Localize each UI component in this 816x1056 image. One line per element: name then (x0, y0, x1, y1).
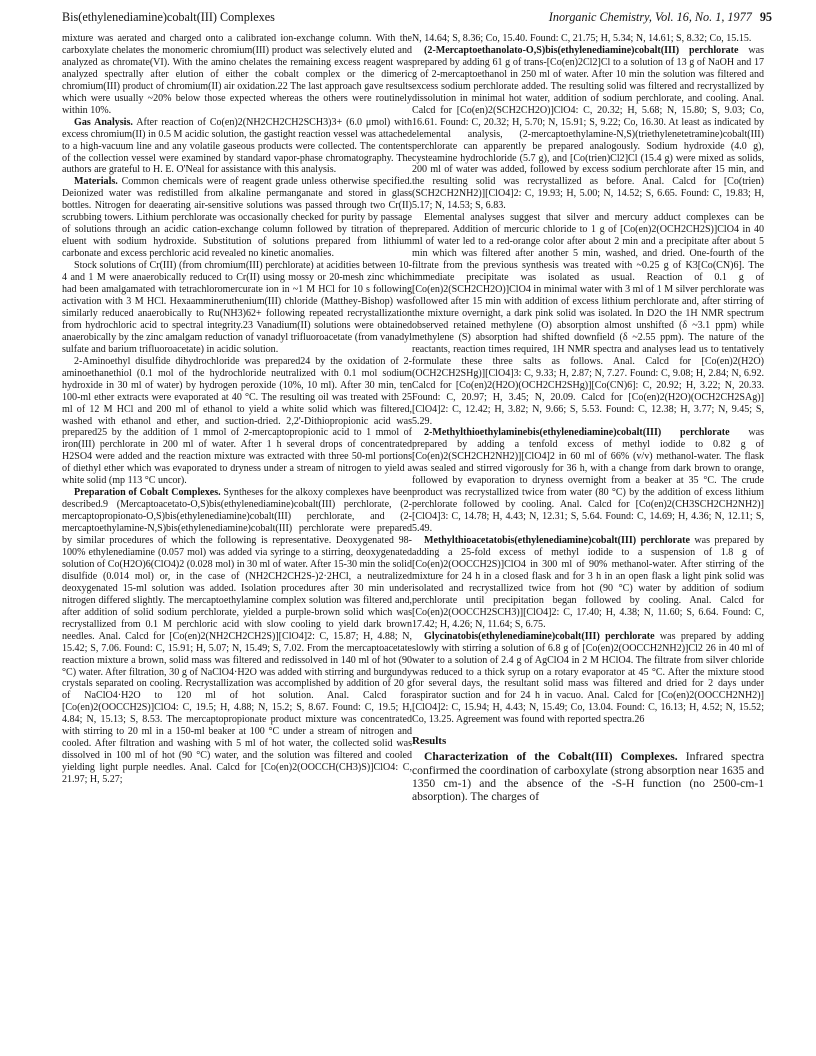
paragraph (412, 33, 764, 45)
paragraph-text: Syntheses for the alkoxy complexes have been described.9 (Mercaptoacetato-O,S)bis(ethylenediamine)cobalt(III) perchlorate, (2-mercaptopropionato-O,S)bis(ethylenediamine)cobalt(III) perchlorate, and (2-mercaptoethylamine-N,S)bis(ethylenediamine)cobalt(III) perchlorate were prepared by similar procedures of which the following is representative. Deoxygenated 98-100% ethylenediamine (0.057 mol) was added via syringe to a stirring, deoxygenated solution of Co(H2O)6(ClO4)2 (0.028 mol) in 30 ml of water. After 15-30 min the solid disulfide (0.014 mol) or, in the case of (NH2CH2CH2S-)2·2HCl, a neutralized deoxygenated 15-ml solution was added. Isolation procedures after 30 min under nitrogen differed slightly. The mercaptoethylamine complex solution was filtered and, after addition of solid sodium perchlorate, yielded a purple-brown solid which was recrystallized from 0.1 M perchloric acid with slow cooling to yield dark brown needles. Anal. Calcd for [Co(en)2(NH2CH2CH2S)][ClO4]2: C, 15.87; H, 4.88; N, 15.42; S, 7.06. Found: C, 15.91; H, 5.07; N, 15.49; S, 7.02. From the mercaptoacetate reaction mixture a brown, solid mass was filtered and redissolved in 140 ml of hot (90 °C) water. After filtration, 30 g of NaClO4·H2O was added with stirring and burgundy crystals separated on cooling. Recrystallization was accomplished by addition of 20 g of NaClO4·H2O to 120 ml of hot solution. Anal. Calcd for [Co(en)2(OOCCH2S)]ClO4: C, 19.5; H, 4.88; N, 15.2; S, 8.67. Found: C, 19.5; H, 4.84; N, 15.13; S, 8.53. The mercaptopropionate product mixture was concentrated with stirring to 20 ml in a 150-ml beaker at 100 °C under a stream of nitrogen and cooled. After filtration and washing with 5 ml of hot water, the collected solid was dissolved in 100 ml of hot (90 °C) water, and the solution was filtered and cooled yielding light purple needles. Anal. Calcd for [Co(en)2(OOCCH(CH3)S)]ClO4: C, 21.97; H, 5.27; (62, 487, 412, 786)
paragraph-text: mixture was aerated and charged onto a calibrated ion-exchange column. With the carboxylate chelates the monomeric chromium(III) product was selectively eluted and analyzed as chromate(VI). With the amino chelates the remaining excess reagent was analyzed spectrally after elution of either the cobalt complex or the dimeric chromium(III) product of chromium(II) air oxidation.22 The last approach gave results which were usually ~20% below those expected whereas the others were routinely within 10%. (62, 33, 412, 116)
paragraph-lead: Preparation of Cobalt Complexes. (74, 487, 221, 499)
paragraph-lead: Methylthioacetatobis(ethylenediamine)cobalt(III) perchlorate (424, 535, 690, 547)
paragraph (412, 631, 764, 727)
paragraph-lead: 2-Methylthioethylaminebis(ethylenediamine)cobalt(III) perchlorate (424, 427, 730, 439)
paragraph (412, 535, 764, 631)
left-column (62, 33, 412, 786)
paragraph-lead: (2-Mercaptoethanolato-O,S)bis(ethylenediamine)cobalt(III) perchlorate (424, 44, 739, 56)
paragraph (62, 176, 412, 260)
paragraph (62, 487, 412, 786)
paragraph-lead: Gas Analysis. (74, 116, 133, 128)
paragraph-text: 2-Aminoethyl disulfide dihydrochloride was prepared24 by the oxidation of 2-aminoethanethiol (0.1 mol of the hydrochloride neutralized with 0.1 mol sodium hydroxide in 30 ml of water) by hydrogen peroxide (10%, 10 ml). After 30 min, ten 100-ml ether extracts were evaporated at 40 °C. The resulting oil was treated with 25 ml of 12 M HCl and 200 ml of ethanol to yield a white solid which was filtered, washed with ethanol and ether, and suction-dried. 2,2'-Dithiopropionic acid was prepared25 by the addition of 1 mmol of 2-mercaptopropionic acid to 1 mmol of iron(III) perchlorate in 200 ml of water. After 1 h several drops of concentrated H2SO4 were added and the reaction mixture was extracted with three 50-ml portions of diethyl ether which was evaporated to dryness under a stream of nitrogen to yield a white solid (mp 113 °C uncor). (62, 355, 412, 487)
right-column (412, 33, 764, 804)
page-number: 95 (759, 10, 772, 24)
paragraph (62, 356, 412, 487)
right-column-body (412, 33, 764, 726)
paragraph-text: Elemental analyses suggest that silver and mercury adduct complexes can be prepared. Addition of mercuric chloride to 1 g of [Co(en)2(OCH2CH2S)]ClO4 in 40 ml of water led to a red-orange color after about 2 min and a precipitate after about 5 min which was filtered after another 5 min, washed, and dried. One-fourth of the filtrate from the previous synthesis was treated with ~0.25 g of K3[Co(CN)6]. The immediate precipitate was isolated as usual. Reaction of 0.1 g of [Co(en)2(SCH2CH2O)]ClO4 in minimal water with 3 ml of 1 M silver perchlorate was followed after 15 min with addition of excess lithium perchlorate and, after stirring of the mixture overnight, a dark pink solid was isolated. In D2O the 1H NMR spectrum observed retained methylene (O) absorption almost unshifted (δ ~3.1 ppm) while methylene (S) absorption had shifted downfield (δ ~2.55 ppm). The nature of the reactants, reaction times required, 1H NMR spectra and analyses lead us to tentatively formulate these three salts as follows. Anal. Calcd for [Co(en)2(H2O)(OCH2CH2SHg)][ClO4]3: C, 9.33; H, 2.87; N, 7.27. Found: C, 9.08; H, 2.84; N, 6.92. Calcd for [Co(en)2(H2O)(OCH2CH2SHg)][Co(CN)6]: C, 20.92; H, 3.22; N, 20.33. Found: C, 20.97; H, 3.45; N, 20.09. Calcd for [Co(en)2(H2O)(OCH2CH2SAg)][ClO4]2: C, 12.42; H, 3.82; N, 9.66; S, 5.53. Found: C, 12.38; H, 3.77; N, 9.45; S, 5.29. (412, 212, 764, 427)
running-head-title: Bis(ethylenediamine)cobalt(III) Complexes (62, 10, 275, 24)
paragraph-text: was prepared by adding 61 g of trans-[Co(en)2Cl2]Cl to a solution of 13 g of NaOH and 17 g of 2-mercaptoethanol in 250 ml of water. After 10 min the solution was filtered and excess sodium perchlorate added. The resulting solid was filtered and recrystallized by dissolution in minimal hot water, addition of sodium perchlorate, and cooling. Anal. Calcd for [Co(en)2(SCH2CH2O)]ClO4: C, 20.32; H, 5.68; N, 15.80; S, 9.03; Co, 16.61. Found: C, 20.32; H, 5.70; N, 15.91; S, 9.22; Co, 16.30. At least as indicated by elemental analysis, (2-mercaptoethylamine-N,S)(triethylenetetramine)cobalt(III) perchlorate can apparently be prepared analogously. Sodium hydroxide (4.0 g), cysteamine hydrochloride (5.7 g), and [Co(trien)Cl2]Cl (15.4 g) were mixed as solids, 200 ml of water was added, followed by excess sodium perchlorate after 15 min, and the resulting solid was recrystallized as before. Anal. Calcd for [Co(trien)(SCH2CH2NH2)][ClO4]2: C, 19.93; H, 5.00; N, 14.52; S, 6.65. Found: C, 19.83; H, 5.17; N, 14.53; S, 6.83. (412, 44, 764, 212)
paragraph-text: was prepared by adding a 25-fold excess of methyl iodide to a suspension of 1.8 g of [Co(en)2(OOCCH2S)]ClO4 in 300 ml of 90% methanol-water. After stirring of the mixture for 24 h in a closed flask and for 3 h in an open flask a light pink solid was isolated and recrystallized twice from hot (90 °C) water by addition of sodium perchlorate until precipitation began followed by cooling. Anal. Calcd for [Co(en)2(OOCCH2SCH3)][ClO4]2: C, 17.40; H, 4.38; N, 11.60; S, 6.64. Found: C, 17.42; H, 4.26; N, 11.64; S, 6.75. (412, 535, 764, 630)
paragraph-text: was prepared by adding a tenfold excess of methyl iodide to 0.82 g of [Co(en)2(SCH2CH2NH2)][ClO4]2 in 60 ml of 66% (v/v) methanol-water. The flask was sealed and stirred vigorously for 36 h, with a change from dark brown to orange, followed by evaporation to dryness overnight from a beaker at 35 °C. The crude product was recrystallized twice from water (80 °C) by the addition of excess lithium perchlorate followed by cooling. Anal. Calcd for [Co(en)2(CH3SCH2CH2NH2)][ClO4]3: C, 14.78; H, 4.43; N, 12.31; S, 5.64. Found: C, 14.69; H, 4.36; N, 12.11; S, 5.49. (412, 427, 765, 535)
paragraph-text: was prepared by adding slowly with stirring a solution of 6.8 g of [Co(en)2(OOCCH2NH2)]Cl2 26 in 40 ml of water to a solution of 2.4 g of AgClO4 in 2 M HClO4. The filtrate from silver chloride was reduced to a thick syrup on a rotary evaporator at 45 °C. After the mixture stood for several days, the resultant solid mass was filtered and dried for 2 days under aspirator suction and for 24 h in vacuo. Anal. Calcd for [Co(en)2(OOCCH2NH2)][ClO4]2: C, 15.94; H, 4.43; N, 15.49; Co, 13.04. Found: C, 16.13; H, 4.52; N, 15.52; Co, 13.25. Agreement was found with reported spectra.26 (412, 630, 764, 726)
results-lead: Characterization of the Cobalt(III) Complexes. (424, 750, 678, 764)
results-text: Infrared spectra confirmed the coordination of carboxylate (strong absorption near 1635 and 1350 cm-1) and the absence of the -S-H function (no 2500-cm-1 absorption). The charges of (412, 750, 764, 804)
paragraph (62, 260, 412, 356)
paragraph (62, 117, 412, 177)
paragraph (412, 212, 764, 427)
journal-citation (549, 10, 772, 25)
paragraph-text: Common chemicals were of reagent grade unless otherwise specified. Deionized water was redistilled from alkaline permanganate and stored in glass bottles. Nitrogen for deaerating air-sensitive solutions was passed through two Cr(II) scrubbing towers. Lithium perchlorate was occasionally checked for purity by passage of solutions through an acidic cation-exchange column followed by titration of the eluent with sodium hydroxide. Substitution of solutions prepared from lithium carbonate and excess perchloric acid revealed no kinetic anomalies. (62, 176, 412, 260)
paragraph (62, 33, 412, 117)
journal-name: Inorganic Chemistry, Vol. 16, No. 1, 1977 (548, 10, 752, 24)
paragraph-lead: Glycinatobis(ethylenediamine)cobalt(III) perchlorate (424, 630, 655, 642)
results-paragraph (412, 750, 764, 804)
running-head (62, 10, 772, 32)
paragraph-lead: Materials. (74, 176, 118, 188)
paragraph-text: After reaction of Co(en)2(NH2CH2CH2SCH3)3+ (6.0 μmol) with excess chromium(II) in 0.5 M acidic solution, the gastight reaction vessel was attached to a high-vacuum line and any volatile gaseous products were collected. The contents of the collection vessel were examined by standard vapor-phase chromatography. The authors are grateful to H. E. O'Neal for assistance with this analysis. (62, 116, 412, 176)
paragraph (412, 427, 764, 535)
results-heading: Results (412, 735, 447, 748)
paragraph (412, 45, 764, 212)
paragraph-text: Stock solutions of Cr(III) (from chromium(III) perchlorate) at acidities between 10-4 and 1 M were anaerobically reduced to Cr(II) using mossy or 20-mesh zinc which had been amalgamated with tetrachloromercurate ion in ~1 M HCl for 10 s following activation with 3 M HCl. Hexaammineruthenium(III) chloride (Matthey-Bishop) was similarly reduced anaerobically to Ru(NH3)62+ following repeated recrystallization from hydrochloric acid to spectral integrity.23 Vanadium(II) solutions were obtained anaerobically by the zinc amalgam reduction of vanadyl trifluoroacetate (from vanadyl sulfate and barium trifluoroacetate) in acidic solution. (62, 260, 412, 355)
paragraph-text: N, 14.64; S, 8.36; Co, 15.40. Found: C, 21.75; H, 5.34; N, 14.61; S, 8.32; Co, 15.15. (412, 33, 752, 44)
